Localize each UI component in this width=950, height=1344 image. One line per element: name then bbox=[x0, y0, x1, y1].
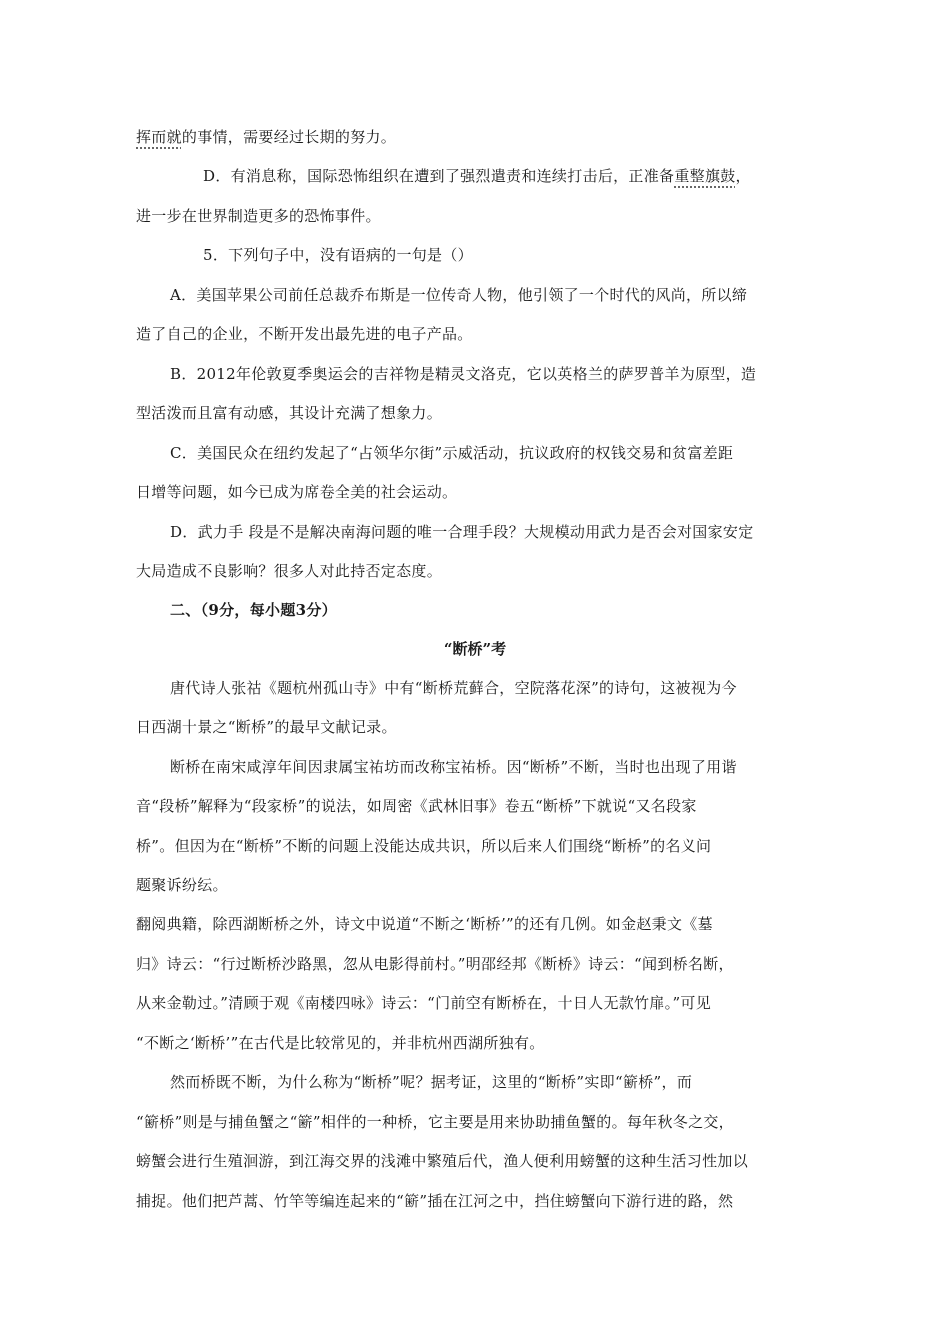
q5-stem: 5．下列句子中，没有语病的一句是（） bbox=[203, 246, 473, 264]
q5-option-c-line2: 日增等问题，如今已成为席卷全美的社会运动。 bbox=[136, 483, 458, 501]
q4-d-punct: ， bbox=[735, 167, 751, 185]
q4-d-text: D．有消息称，国际恐怖组织在遭到了强烈遣责和连续打击后，正准备 bbox=[203, 167, 675, 185]
q5-option-d-line1: D．武力手 段是不是解决南海问题的唯一合理手段？大规模动用武力是否会对国家安定 bbox=[170, 523, 754, 541]
paragraph-3-line2: 归》诗云：“行过断桥沙路黑，忽从电影得前村。”明邵经邦《断桥》诗云：“闻到桥名断， bbox=[136, 955, 734, 973]
q4-option-d-line1 bbox=[203, 166, 751, 186]
paragraph-1-line2: 日西湖十景之“断桥”的最早文献记录。 bbox=[136, 718, 397, 736]
paragraph-3-line4: “不断之‘断桥’”在古代是比较常见的，并非杭州西湖所独有。 bbox=[136, 1034, 545, 1052]
section-heading: 二、（9分，每小题3分） bbox=[170, 601, 337, 619]
paragraph-2-line3: 桥”。但因为在“断桥”不断的问题上没能达成共识，所以后来人们围绕“断桥”的名义问 bbox=[136, 837, 712, 855]
q4-c-tail-line bbox=[136, 127, 396, 147]
paragraph-4-line2: “簖桥”则是与捕鱼蟹之“簖”相伴的一种桥，它主要是用来协助捕鱼蟹的。每年秋冬之交， bbox=[136, 1113, 734, 1131]
paragraph-1-line1: 唐代诗人张祜《题杭州孤山寺》中有“断桥荒藓合，空院落花深”的诗句，这被视为今 bbox=[170, 679, 737, 697]
paragraph-2-line1: 断桥在南宋咸淳年间因隶属宝祐坊而改称宝祐桥。因“断桥”不断，当时也出现了用谐 bbox=[170, 758, 737, 776]
paragraph-2-line2: 音“段桥”解释为“段家桥”的说法，如周密《武林旧事》卷五“断桥”下就说“又名段家 bbox=[136, 797, 697, 815]
paragraph-3-line1: 翻阅典籍，除西湖断桥之外，诗文中说道“不断之‘断桥’”的还有几例。如金赵秉文《墓 bbox=[136, 915, 713, 933]
q5-option-a-line2: 造了自己的企业，不断开发出最先进的电子产品。 bbox=[136, 325, 473, 343]
q4-c-tail-text: 的事情，需要经过长期的努力。 bbox=[181, 128, 397, 146]
q4-option-d-line2: 进一步在世界制造更多的恐怖事件。 bbox=[136, 207, 381, 225]
paragraph-3-line3: 从来金勒过。”清顾于观《南楼四咏》诗云：“门前空有断桥在，十日人无款竹扉。”可见 bbox=[136, 994, 712, 1012]
q5-option-a-line1: A．美国苹果公司前任总裁乔布斯是一位传奇人物，他引领了一个时代的风尚，所以缔 bbox=[170, 286, 748, 304]
paragraph-4-line1: 然而桥既不断，为什么称为“断桥”呢？据考证，这里的“断桥”实即“簖桥”，而 bbox=[170, 1073, 693, 1091]
article-title: “断桥”考 bbox=[443, 640, 507, 658]
dotted-idiom: 挥而就 bbox=[136, 128, 182, 146]
dotted-idiom: 重整旗鼓 bbox=[674, 167, 736, 185]
q5-option-d-line2: 大局造成不良影响？很多人对此持否定态度。 bbox=[136, 562, 443, 580]
paragraph-2-line4: 题聚诉纷纭。 bbox=[136, 876, 228, 894]
paragraph-4-line4: 捕捉。他们把芦蒿、竹竿等编连起来的“簖”插在江河之中，挡住螃蟹向下游行进的路，然 bbox=[136, 1192, 734, 1210]
q5-option-b-line1: B．2012年伦敦夏季奥运会的吉祥物是精灵文洛克，它以英格兰的萨罗普羊为原型，造 bbox=[170, 365, 757, 383]
q5-option-b-line2: 型活泼而且富有动感，其设计充满了想象力。 bbox=[136, 404, 443, 422]
paragraph-4-line3: 螃蟹会进行生殖洄游，到江海交界的浅滩中繁殖后代，渔人便利用螃蟹的这种生活习性加以 bbox=[136, 1152, 749, 1170]
q5-option-c-line1: C．美国民众在纽约发起了“占领华尔街”示威活动，抗议政府的权钱交易和贫富差距 bbox=[170, 444, 734, 462]
